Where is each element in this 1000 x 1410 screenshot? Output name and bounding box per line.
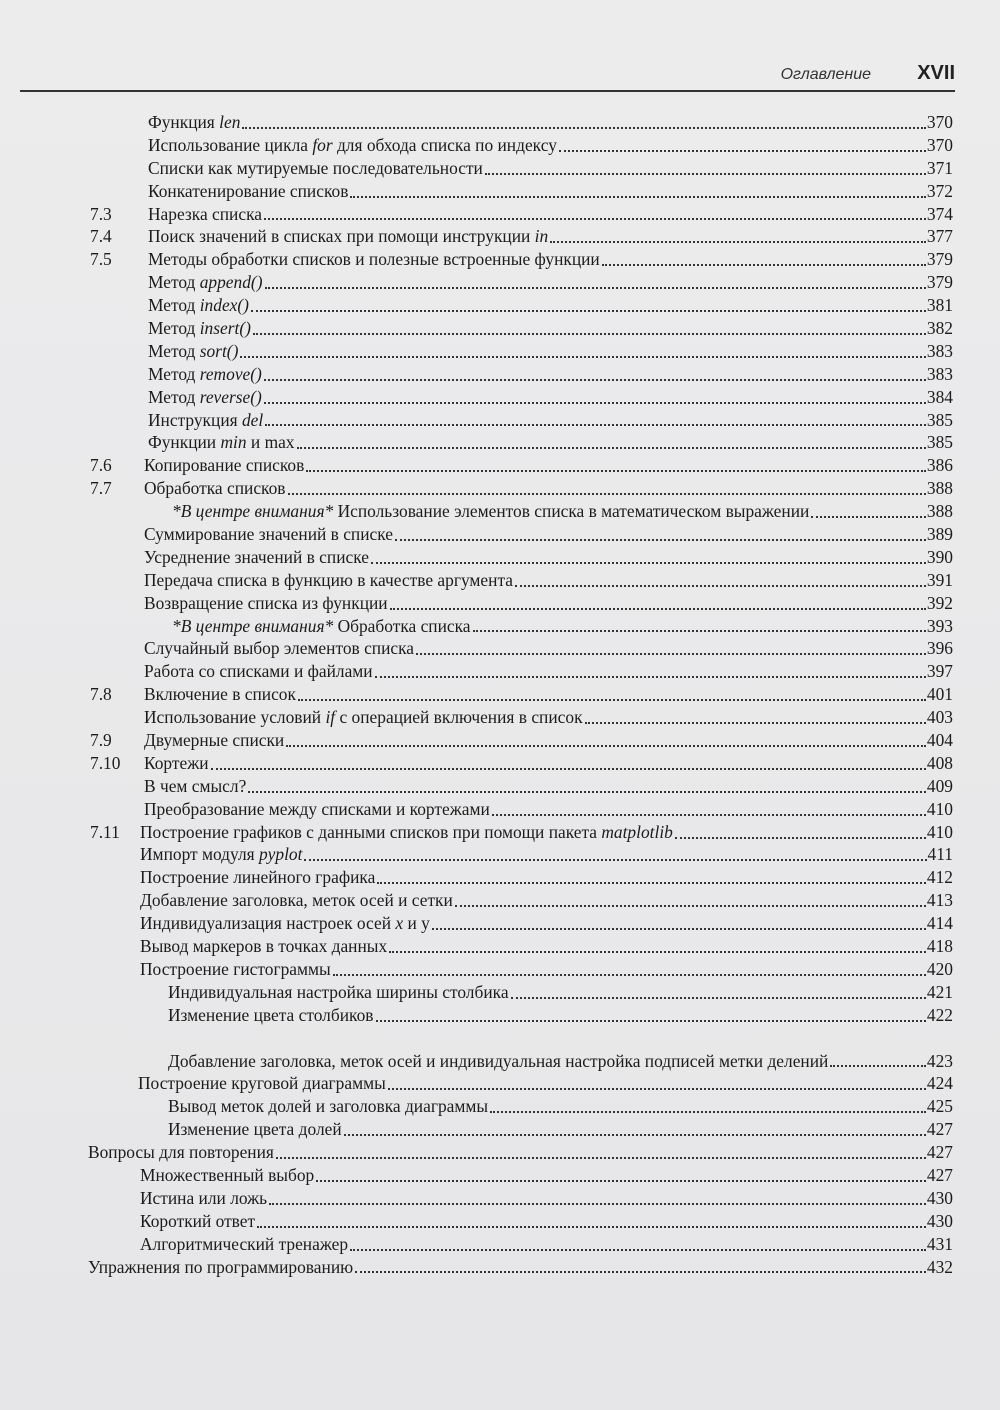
toc-entry-title: Вывод меток долей и заголовка диаграммы [168, 1096, 489, 1117]
toc-page-number: 390 [926, 546, 953, 567]
dot-leader [265, 287, 926, 289]
toc-entry [0, 1027, 1000, 1073]
toc-entry [0, 706, 1000, 729]
toc-entry-title: *В центре внимания* Использование элементов списка в математическом выражении [172, 501, 810, 522]
toc-entry-title: Метод sort() [148, 340, 239, 361]
dot-leader [388, 1088, 926, 1090]
dot-leader [350, 196, 925, 198]
dot-leader [344, 1134, 926, 1136]
toc-entry [0, 363, 1000, 386]
toc-entry-code: for [312, 134, 333, 155]
toc-page-number: 401 [926, 684, 953, 705]
toc-entry [0, 912, 1000, 935]
toc-entry-title: Индивидуализация настроек осей x и y [140, 913, 430, 934]
toc-entry [0, 454, 1000, 477]
toc-entry-title: Истина или ложь [140, 1187, 268, 1208]
toc-entry-title: Функции min и max [148, 432, 295, 453]
toc-entry [0, 935, 1000, 958]
toc-page-number: 385 [926, 432, 953, 453]
toc-page-number: 396 [926, 638, 953, 659]
dot-leader [316, 1180, 926, 1182]
toc-section-number: 7.4 [90, 226, 112, 247]
toc-entry-title: Включение в список [144, 684, 296, 705]
toc-entry-title: *В центре внимания* Обработка списка [172, 615, 471, 636]
dot-leader [377, 882, 926, 884]
toc-page-number: 386 [926, 455, 953, 476]
toc-entry-title: Алгоритмический тренажер [140, 1233, 349, 1254]
dot-leader [371, 562, 926, 564]
running-header [20, 58, 955, 92]
toc-entry [0, 775, 1000, 798]
toc-entry-title: Поиск значений в списках при помощи инструкции in [148, 226, 549, 247]
toc-entry-title: Метод append() [148, 272, 263, 293]
toc-page-number: 411 [927, 844, 953, 865]
toc-entry [0, 500, 1000, 523]
toc-entry-title: Добавление заголовка, меток осей и сетки [140, 890, 453, 911]
dot-leader [395, 539, 926, 541]
toc-entry [0, 180, 1000, 203]
dot-leader [211, 768, 926, 770]
toc-page-number: 379 [926, 249, 953, 270]
toc-entry-code: x [395, 913, 404, 934]
dot-leader [432, 928, 926, 930]
toc-entry-code: index() [199, 295, 249, 316]
toc-entry-title: Метод remove() [148, 363, 262, 384]
dot-leader [269, 1203, 926, 1205]
dot-leader [253, 333, 926, 335]
toc-entry-code: if [325, 707, 336, 728]
toc-entry [0, 729, 1000, 752]
toc-entry-title: Использование цикла for для обхода списка по индексу [148, 134, 557, 155]
dot-leader [390, 608, 926, 610]
toc-page-number: 388 [926, 478, 953, 499]
toc-entry-code: in [534, 226, 549, 247]
dot-leader [416, 653, 926, 655]
toc-section-number: 7.9 [90, 730, 112, 751]
dot-leader [550, 241, 926, 243]
toc-entry [0, 340, 1000, 363]
toc-page-number: 425 [926, 1096, 953, 1117]
toc-entry-title: Импорт модуля pyplot [140, 844, 303, 865]
toc-entry [0, 866, 1000, 889]
toc-entry [0, 637, 1000, 660]
toc-section-number: 7.7 [90, 478, 112, 499]
toc-page-number: 410 [926, 798, 953, 819]
toc-page-number: 381 [926, 295, 953, 316]
toc-entry [0, 477, 1000, 500]
table-of-contents [0, 111, 1000, 1278]
toc-entry [0, 660, 1000, 683]
toc-page-number: 424 [926, 1073, 953, 1094]
toc-section-number: 7.3 [90, 203, 112, 224]
dot-leader [264, 379, 926, 381]
toc-entry-title: Индивидуальная настройка ширины столбика [168, 981, 509, 1002]
toc-entry-title: Конкатенирование списков [148, 180, 349, 201]
toc-entry [0, 203, 1000, 226]
dot-leader [602, 264, 926, 266]
toc-page-number: 418 [926, 936, 953, 957]
toc-entry-title: Добавление заголовка, меток осей и индивидуальная настройка подписей метки делений [168, 1051, 829, 1072]
toc-entry [0, 294, 1000, 317]
toc-page-number: 410 [926, 821, 953, 842]
toc-entry-code: min [220, 432, 247, 453]
toc-page-number: 389 [926, 524, 953, 545]
toc-entry-title: В чем смысл? [144, 775, 247, 796]
toc-entry [0, 409, 1000, 432]
dot-leader [492, 814, 926, 816]
toc-entry-title: Метод index() [148, 295, 249, 316]
toc-entry-code: remove() [199, 363, 262, 384]
dot-leader [304, 859, 926, 861]
toc-entry-code: pyplot [258, 844, 303, 865]
toc-entry [0, 546, 1000, 569]
toc-entry [0, 248, 1000, 271]
toc-entry [0, 1256, 1000, 1279]
dot-leader [298, 699, 926, 701]
toc-entry-code: sort() [199, 340, 239, 361]
dot-leader [240, 356, 926, 358]
toc-entry [0, 1164, 1000, 1187]
toc-entry [0, 271, 1000, 294]
header-section-title: Оглавление [780, 66, 871, 83]
toc-page-number: 391 [926, 569, 953, 590]
toc-page-number: 422 [926, 1004, 953, 1025]
dot-leader [455, 905, 926, 907]
toc-entry [0, 134, 1000, 157]
toc-section-number: 7.10 [90, 752, 121, 773]
toc-entry-title: Обработка списков [144, 478, 286, 499]
toc-page-number: 372 [926, 180, 953, 201]
toc-entry-code: *В центре внимания* [172, 501, 334, 522]
toc-entry-title: Вопросы для повторения [88, 1142, 274, 1163]
toc-entry-title: Изменение цвета долей [168, 1119, 342, 1140]
dot-leader [297, 447, 926, 449]
toc-entry [0, 111, 1000, 134]
toc-page-number: 392 [926, 592, 953, 613]
toc-entry-code: matplotlib [601, 821, 673, 842]
dot-leader [559, 150, 926, 152]
dot-leader [306, 470, 926, 472]
toc-page-number: 414 [926, 913, 953, 934]
dot-leader [288, 493, 926, 495]
toc-entry-title: Использование условий if с операцией включения в список [144, 707, 583, 728]
dot-leader [511, 997, 926, 999]
dot-leader [376, 1020, 926, 1022]
toc-page-number: 427 [926, 1119, 953, 1140]
toc-page-number: 377 [926, 226, 953, 247]
toc-entry [0, 1095, 1000, 1118]
toc-page-number: 404 [926, 730, 953, 751]
toc-page-number: 383 [926, 340, 953, 361]
toc-entry-code: insert() [199, 318, 251, 338]
toc-entry-title: Передача списка в функцию в качестве аргумента [144, 569, 513, 590]
toc-entry-code: del [241, 409, 264, 430]
toc-page-number: 370 [926, 134, 953, 155]
toc-entry-title: Копирование списков [144, 455, 305, 476]
toc-entry [0, 752, 1000, 775]
dot-leader [257, 1226, 926, 1228]
toc-page-number: 431 [926, 1233, 953, 1254]
toc-entry-title: Работа со списками и файлами [144, 661, 373, 682]
toc-entry [0, 157, 1000, 180]
toc-entry-title: Короткий ответ [140, 1210, 256, 1231]
dot-leader [389, 951, 926, 953]
toc-page-number: 393 [926, 615, 953, 636]
dot-leader [585, 722, 926, 724]
toc-entry-title: Построение гистограммы [140, 958, 331, 979]
toc-entry-title: Инструкция del [148, 409, 264, 430]
toc-page-number: 370 [926, 111, 953, 132]
dot-leader [490, 1111, 926, 1113]
dot-leader [264, 402, 926, 404]
toc-entry-title: Двумерные списки [144, 730, 285, 751]
toc-page-number: 384 [926, 386, 953, 407]
dot-leader [286, 745, 926, 747]
toc-entry-title: Суммирование значений в списке [144, 524, 393, 545]
toc-entry [0, 1210, 1000, 1233]
dot-leader [248, 791, 926, 793]
dot-leader [276, 1157, 926, 1159]
toc-entry [0, 1004, 1000, 1027]
toc-page-number: 374 [926, 203, 953, 224]
toc-entry-title: Методы обработки списков и полезные встроенные функции [148, 249, 600, 270]
toc-entry-title: Построение графиков с данными списков при помощи пакета matplotlib [140, 821, 673, 842]
toc-entry [0, 1072, 1000, 1095]
toc-entry-title: Нарезка списка [148, 203, 262, 224]
toc-section-number: 7.11 [90, 821, 120, 842]
dot-leader [375, 676, 926, 678]
toc-entry-title: Построение линейного графика [140, 867, 376, 888]
toc-page-number: 371 [926, 157, 953, 178]
dot-leader [473, 630, 926, 632]
dot-leader [485, 173, 926, 175]
toc-entry [0, 1233, 1000, 1256]
toc-entry-title: Случайный выбор элементов списка [144, 638, 415, 659]
toc-entry [0, 958, 1000, 981]
toc-entry [0, 523, 1000, 546]
toc-entry-title: Метод insert() [148, 318, 251, 338]
toc-entry-code: len [219, 111, 241, 132]
dot-leader [265, 424, 926, 426]
dot-leader [355, 1271, 926, 1273]
header-page-number: XVII [917, 62, 955, 84]
dot-leader [264, 218, 926, 220]
dot-leader [251, 310, 926, 312]
toc-page-number: 423 [926, 1050, 953, 1071]
toc-entry [0, 981, 1000, 1004]
toc-entry [0, 798, 1000, 821]
toc-entry-title: Множественный выбор [140, 1164, 315, 1185]
toc-entry-code: *В центре внимания* [172, 615, 334, 636]
toc-entry [0, 683, 1000, 706]
toc-entry [0, 569, 1000, 592]
dot-leader [242, 127, 926, 129]
toc-entry [0, 821, 1000, 844]
toc-page-number: 430 [926, 1210, 953, 1231]
toc-entry [0, 889, 1000, 912]
toc-page-number: 408 [926, 752, 953, 773]
dot-leader [515, 585, 926, 587]
toc-entry [0, 1187, 1000, 1210]
toc-page-number: 382 [926, 318, 953, 338]
toc-entry-title: Списки как мутируемые последовательности [148, 157, 483, 178]
toc-section-number: 7.5 [90, 249, 112, 270]
toc-page-number: 412 [926, 867, 953, 888]
toc-entry-title: Упражнения по программированию [88, 1256, 354, 1277]
dot-leader [675, 837, 926, 839]
toc-page-number: 427 [926, 1164, 953, 1185]
toc-entry-title: Преобразование между списками и кортежами [144, 798, 490, 819]
dot-leader [333, 974, 926, 976]
toc-page-number: 413 [926, 890, 953, 911]
toc-page-number: 427 [926, 1142, 953, 1163]
toc-page-number: 388 [926, 501, 953, 522]
toc-entry [0, 615, 1000, 638]
toc-page-number: 403 [926, 707, 953, 728]
toc-entry-title: Функция len [148, 111, 241, 132]
toc-page-number: 397 [926, 661, 953, 682]
toc-entry-title: Кортежи [144, 752, 209, 773]
toc-entry-code: reverse() [199, 386, 262, 407]
toc-entry-title: Метод reverse() [148, 386, 262, 407]
toc-entry [0, 317, 1000, 340]
toc-section-number: 7.6 [90, 455, 112, 476]
toc-page-number: 379 [926, 272, 953, 293]
toc-entry [0, 1118, 1000, 1141]
toc-section-number: 7.8 [90, 684, 112, 705]
toc-entry-title: Построение круговой диаграммы [138, 1073, 386, 1094]
toc-entry [0, 225, 1000, 248]
toc-page-number: 385 [926, 409, 953, 430]
dot-leader [830, 1065, 926, 1067]
toc-entry-code: append() [199, 272, 263, 293]
toc-entry [0, 1141, 1000, 1164]
toc-page-number: 420 [926, 958, 953, 979]
toc-entry-title: Усреднение значений в списке [144, 546, 369, 567]
toc-page-number: 409 [926, 775, 953, 796]
toc-entry [0, 386, 1000, 409]
toc-page-number: 430 [926, 1187, 953, 1208]
dot-leader [350, 1249, 926, 1251]
toc-page-number: 421 [926, 981, 953, 1002]
toc-page-number: 432 [926, 1256, 953, 1277]
toc-entry [0, 431, 1000, 454]
toc-entry-title: Изменение цвета столбиков [168, 1004, 374, 1025]
toc-entry-title: Вывод маркеров в точках данных [140, 936, 388, 957]
toc-entry [0, 844, 1000, 867]
toc-entry-title: Возвращение списка из функции [144, 592, 388, 613]
toc-page-number: 383 [926, 363, 953, 384]
dot-leader [811, 516, 926, 518]
toc-entry [0, 592, 1000, 615]
